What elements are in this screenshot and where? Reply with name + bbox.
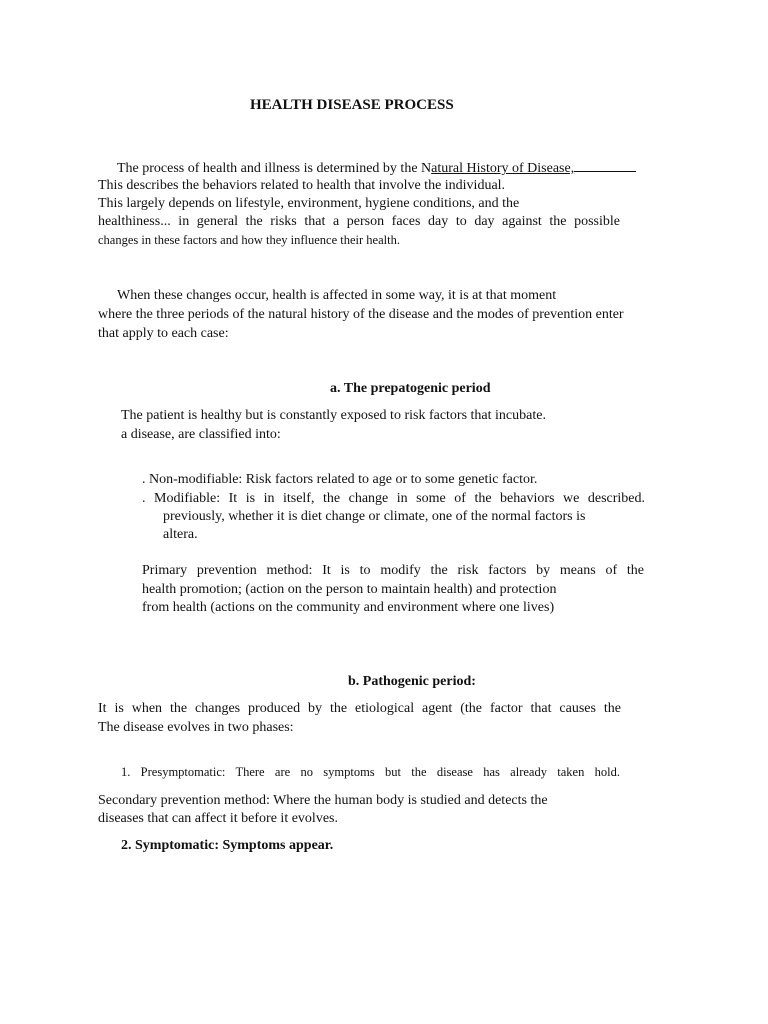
- intro-line-1-text: The process of health and illness is determined by the N: [117, 161, 432, 176]
- page-title: HEALTH DISEASE PROCESS: [250, 97, 454, 113]
- section-b-line-2: The disease evolves in two phases:: [98, 720, 294, 735]
- intro-line-4: healthiness... in general the risks that a person faces day to day against the possible: [98, 214, 620, 229]
- section-b-line-1: It is when the changes produced by the etiological agent (the factor that causes the: [98, 701, 621, 716]
- para2-line-2: where the three periods of the natural history of the disease and the modes of prevention enter: [98, 307, 624, 322]
- secondary-prevention-line-2: diseases that can affect it before it evolves.: [98, 811, 338, 826]
- section-a-line-1: The patient is healthy but is constantly exposed to risk factors that incubate.: [121, 408, 546, 423]
- secondary-prevention-line-1: Secondary prevention method: Where the human body is studied and detects the: [98, 793, 548, 808]
- para2-line-3: that apply to each case:: [98, 326, 229, 341]
- primary-prevention-line-2: health promotion; (action on the person to maintain health) and protection: [142, 582, 557, 597]
- primary-prevention-line-3: from health (actions on the community and environment where one lives): [142, 600, 555, 615]
- bullet-modifiable-line-3: altera.: [163, 527, 198, 542]
- intro-line-1: [117, 159, 636, 178]
- section-b-heading: b. Pathogenic period:: [348, 674, 476, 689]
- primary-prevention-line-1: Primary prevention method: It is to modify the risk factors by means of the: [142, 563, 644, 578]
- item-presymptomatic: 1. Presymptomatic: There are no symptoms but the disease has already taken hold.: [121, 765, 620, 779]
- section-a-line-2: a disease, are classified into:: [121, 427, 281, 442]
- intro-underlined-text: atural History of Disease,: [431, 161, 575, 176]
- intro-line-2: This describes the behaviors related to health that involve the individual.: [98, 178, 506, 193]
- intro-line-3: This largely depends on lifestyle, environment, hygiene conditions, and the: [98, 196, 520, 211]
- bullet-modifiable-line-2: previously, whether it is diet change or climate, one of the normal factors is: [163, 509, 586, 524]
- item-symptomatic: 2. Symptomatic: Symptoms appear.: [121, 838, 334, 853]
- underline-blank: [574, 159, 636, 172]
- section-a-heading: a. The prepatogenic period: [330, 381, 491, 396]
- bullet-non-modifiable: . Non-modifiable: Risk factors related to age or to some genetic factor.: [142, 472, 538, 487]
- bullet-modifiable-line-1: . Modifiable: It is in itself, the change in some of the behaviors we described.: [142, 491, 645, 506]
- intro-line-5: changes in these factors and how they influence their health.: [98, 233, 400, 247]
- para2-line-1: When these changes occur, health is affected in some way, it is at that moment: [117, 288, 557, 303]
